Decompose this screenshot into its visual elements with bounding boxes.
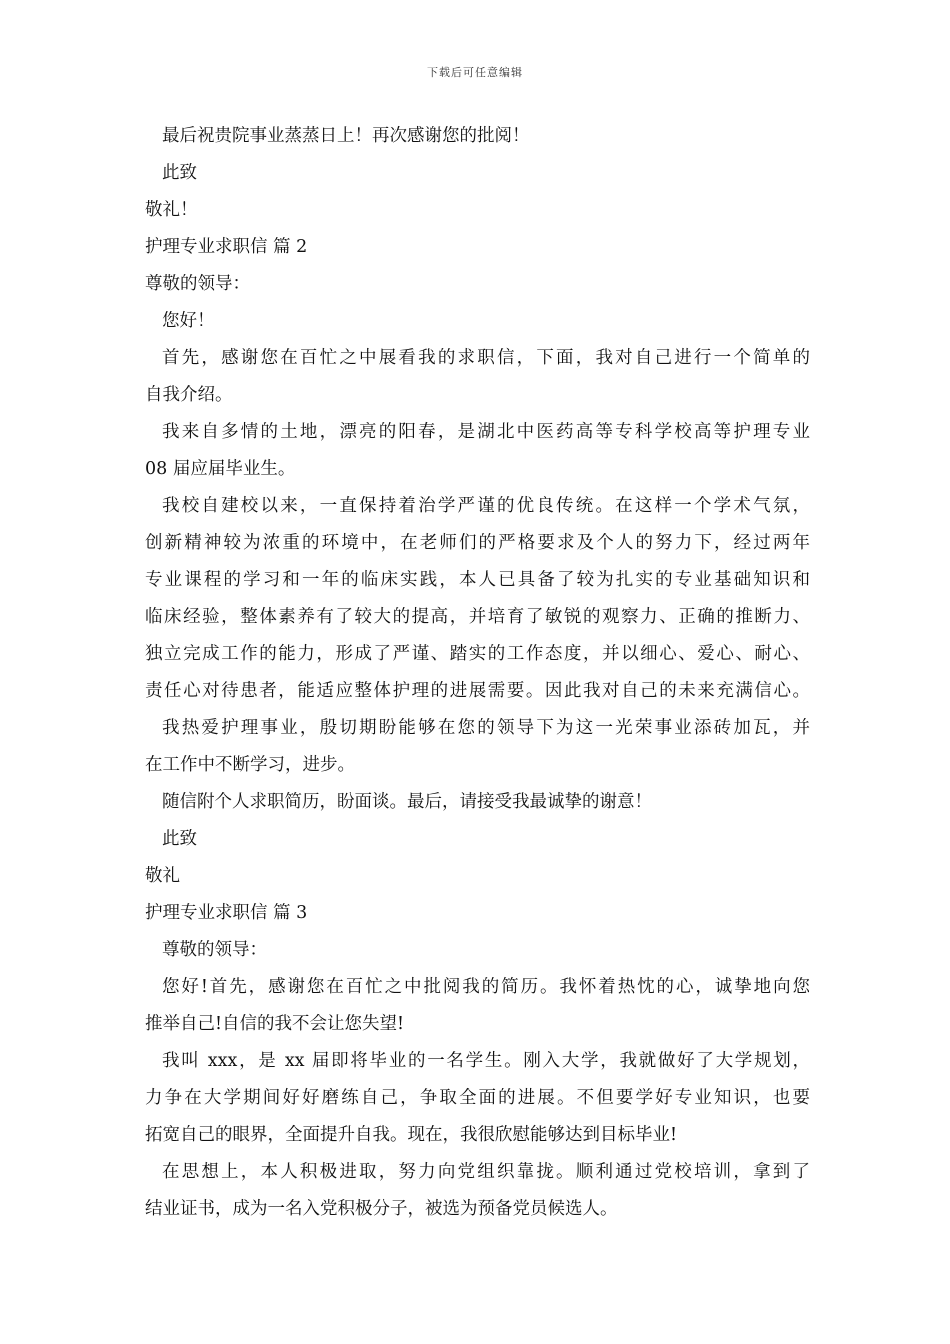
text-line: 此致 <box>162 163 197 183</box>
text-line: 此致 <box>162 829 197 849</box>
text-line: 拓宽自己的眼界，全面提升自我。现在，我很欣慰能够达到目标毕业! <box>145 1125 678 1145</box>
text-line: 08 届应届毕业生。 <box>145 459 296 479</box>
text-line: 护理专业求职信 篇 3 <box>145 903 308 923</box>
text-line: 随信附个人求职简历，盼面谈。最后，请接受我最诚挚的谢意！ <box>162 792 652 812</box>
text-line: 创新精神较为浓重的环境中，在老师们的严格要求及个人的努力下，经过两年 <box>145 533 810 553</box>
text-line: 首先，感谢您在百忙之中展看我的求职信，下面，我对自己进行一个简单的 <box>162 348 810 368</box>
text-line: 在工作中不断学习，进步。 <box>145 755 355 775</box>
text-line: 在思想上，本人积极进取，努力向党组织靠拢。顺利通过党校培训，拿到了 <box>162 1162 810 1182</box>
text-line: 推举自己!自信的我不会让您失望! <box>145 1014 405 1034</box>
text-line: 力争在大学期间好好磨练自己，争取全面的进展。不但要学好专业知识，也要 <box>145 1088 810 1108</box>
text-line: 护理专业求职信 篇 2 <box>145 237 308 257</box>
text-line: 最后祝贵院事业蒸蒸日上！再次感谢您的批阅！ <box>162 126 530 146</box>
text-line: 我热爱护理事业，殷切期盼能够在您的领导下为这一光荣事业添砖加瓦，并 <box>162 718 810 738</box>
text-line: 您好！ <box>162 311 215 331</box>
text-line: 我校自建校以来，一直保持着治学严谨的优良传统。在这样一个学术气氛， <box>162 496 810 516</box>
text-line: 自我介绍。 <box>145 385 233 405</box>
text-line: 专业课程的学习和一年的临床实践，本人已具备了较为扎实的专业基础知识和 <box>145 570 810 590</box>
text-line: 结业证书，成为一名入党积极分子，被选为预备党员候选人。 <box>145 1199 618 1219</box>
text-line: 尊敬的领导： <box>145 274 250 294</box>
text-line: 临床经验，整体素养有了较大的提高，并培育了敏锐的观察力、正确的推断力、 <box>145 607 810 627</box>
text-line: 我来自多情的土地，漂亮的阳春，是湖北中医药高等专科学校高等护理专业 <box>162 422 810 442</box>
text-line: 责任心对待患者，能适应整体护理的进展需要。因此我对自己的未来充满信心。 <box>145 681 810 701</box>
text-line: 您好!首先，感谢您在百忙之中批阅我的简历。我怀着热忱的心，诚挚地向您 <box>162 977 810 997</box>
text-line: 敬礼 <box>145 866 180 886</box>
document-body <box>145 118 810 1228</box>
header-note: 下载后可任意编辑 <box>427 66 523 79</box>
text-line: 尊敬的领导： <box>162 940 267 960</box>
text-line: 独立完成工作的能力，形成了严谨、踏实的工作态度，并以细心、爱心、耐心、 <box>145 644 810 664</box>
text-line: 敬礼！ <box>145 200 198 220</box>
text-line: 我叫 xxx，是 xx 届即将毕业的一名学生。刚入大学，我就做好了大学规划， <box>162 1051 810 1071</box>
